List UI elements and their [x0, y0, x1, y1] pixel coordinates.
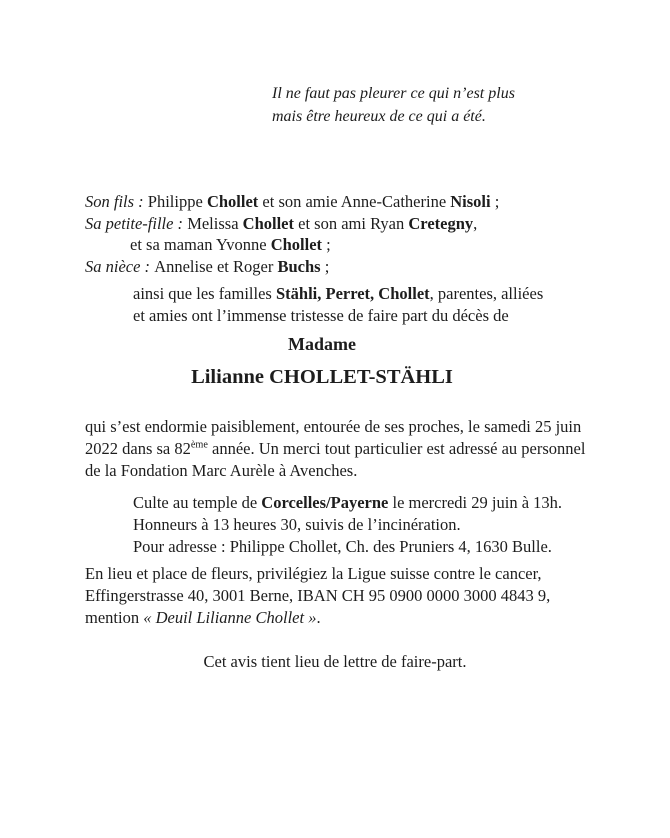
family-list [85, 191, 499, 277]
ceremony-details [133, 492, 562, 557]
family-line-niece: Sa nièce : Annelise et Roger Buchs ; [85, 256, 330, 276]
donation-paragraph [85, 563, 550, 628]
family-line-mother: et sa maman Yvonne Chollet ; [130, 235, 331, 254]
donation-line-mention: mention « Deuil Lilianne Chollet ». [85, 607, 321, 627]
donation-line-iban: Effingerstrasse 40, 3001 Berne, IBAN CH 95 0900 0000 3000 4843 9, [85, 585, 551, 605]
deceased-name: Lilianne CHOLLET-STÄHLI [191, 366, 453, 388]
passing-line: qui s’est endormie paisiblement, entourée de ses proches, le samedi 25 juin [85, 417, 582, 436]
epigraph-line: Il ne faut pas pleurer ce qui n’est plus [272, 85, 515, 102]
closing-statement: Cet avis tient lieu de lettre de faire-part. [203, 652, 467, 671]
announcement-line: et amies ont l’immense tristesse de faire part du décès de [133, 305, 509, 325]
donation-line: En lieu et place de fleurs, privilégiez la Ligue suisse contre le cancer, [85, 564, 542, 583]
epigraph-line: mais être heureux de ce qui a été. [272, 108, 486, 125]
ceremony-line-honneurs: Honneurs à 13 heures 30, suivis de l’incinération. [133, 514, 461, 534]
passing-line: 2022 dans sa 82ème année. Un merci tout particulier est adressé au personnel [85, 438, 586, 458]
epigraph [272, 82, 515, 128]
passing-paragraph [85, 416, 585, 481]
ceremony-line-culte: Culte au temple de Corcelles/Payerne le mercredi 29 juin à 13h. [133, 493, 563, 512]
family-line-granddaughter: Sa petite-fille : Melissa Chollet et son ami Ryan Cretegny, [85, 213, 478, 233]
passing-line: de la Fondation Marc Aurèle à Avenches. [85, 460, 358, 480]
family-line-son: Son fils : Philippe Chollet et son amie Anne-Catherine Nisoli ; [85, 192, 500, 211]
title-madame: Madame [288, 334, 356, 354]
ceremony-line-adresse: Pour adresse : Philippe Chollet, Ch. des Pruniers 4, 1630 Bulle. [133, 536, 552, 556]
announcement [133, 283, 543, 327]
announcement-line: ainsi que les familles Stähli, Perret, Chollet, parentes, alliées [133, 284, 544, 303]
